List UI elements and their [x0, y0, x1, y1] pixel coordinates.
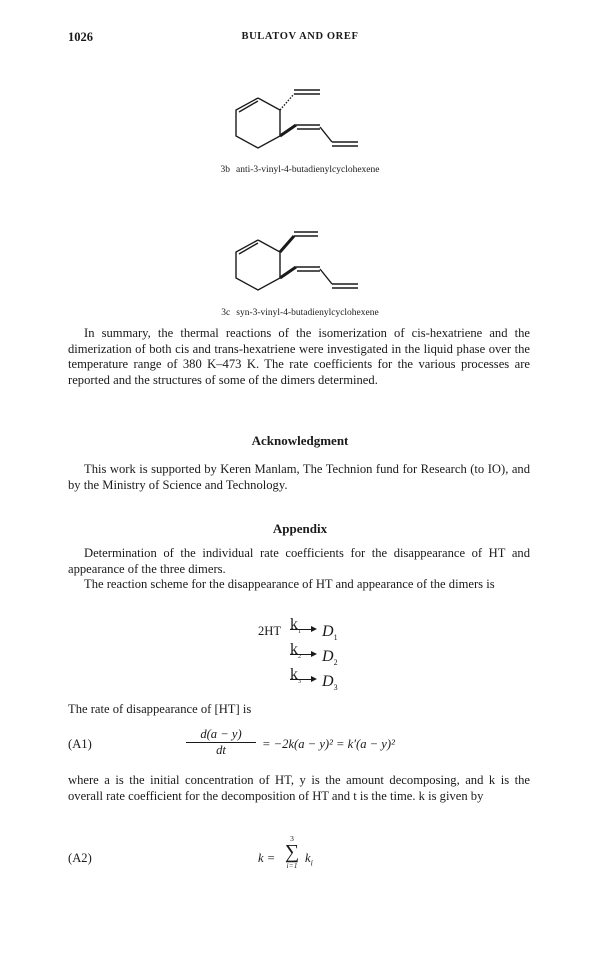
structure-3c-drawing: [220, 222, 360, 302]
eq-a1-label: (A1): [68, 737, 92, 751]
rate-constant-k2: $k_2$: [290, 641, 301, 661]
scheme-step-1: [290, 616, 350, 643]
appendix-para-2: The reaction scheme for the disappearance of HT and appearance of the dimers is: [84, 577, 495, 592]
sum-lower-limit: i=1: [286, 861, 298, 870]
variables-paragraph: [68, 773, 530, 804]
structure-label: 3b: [220, 165, 230, 175]
eq-a2-lhs: k =: [258, 851, 276, 865]
structure-label: 3c: [221, 308, 231, 318]
appendix-heading: Appendix: [272, 521, 328, 536]
sum-sign: ∑: [284, 841, 300, 863]
summary-text: In summary, the thermal reactions of the isomerization of cis-hexatriene and the dimerization of both cis and trans-hexatriene were investigated in the liquid phase over the temperature range of 380 K–473 K. The rate coefficients for the various processes are reported and the structures of some of the dimers determined.: [68, 326, 530, 387]
eq-a2-label: (A2): [68, 851, 92, 865]
eq-a1-rhs: = −2k(a − y)² = k′(a − y)²: [262, 737, 395, 751]
eq-a2-summand: $k_i$: [305, 851, 313, 868]
structure-3b-drawing: [220, 80, 360, 160]
page-number: 1026: [68, 30, 93, 44]
eq-a1-fraction: [186, 727, 256, 758]
summary-paragraph: [68, 326, 530, 388]
product-d3: $D_3$: [322, 673, 338, 693]
product-d1: $D_1$: [322, 623, 338, 643]
rate-intro-text: The rate of disappearance of [HT] is: [68, 702, 252, 716]
acknowledgment-paragraph: [68, 462, 530, 493]
scheme-step-3: [290, 666, 350, 693]
product-d2: $D_2$: [322, 648, 338, 668]
structure-name: anti-3-vinyl-4-butadienylcyclohexene: [235, 165, 380, 175]
rate-intro: [68, 702, 530, 718]
running-head-authors: BULATOV AND OREF: [241, 31, 359, 42]
structure-name: syn-3-vinyl-4-butadienylcyclohexene: [236, 308, 379, 318]
eq-a1-denominator: dt: [216, 743, 226, 757]
appendix-paragraphs: [68, 546, 530, 593]
variables-text: where a is the initial concentration of HT, y is the amount decomposing, and k is the overall rate coefficient for the decomposition of HT and t is the time. k is given by: [68, 773, 530, 803]
sum-upper-limit: 3: [290, 834, 294, 843]
structure-3b-caption: [0, 165, 600, 175]
scheme-reactant: 2HT: [258, 624, 282, 638]
scheme-step-2: [290, 641, 350, 668]
acknowledgment-text: This work is supported by Keren Manlam, The Technion fund for Research (to IO), and by the Ministry of Science and Technology.: [68, 462, 530, 492]
structure-3c-caption: [0, 308, 600, 318]
acknowledgment-heading: Acknowledgment: [251, 433, 349, 448]
rate-constant-k1: $k_1$: [290, 616, 301, 636]
eq-a2-summation: [281, 834, 303, 870]
rate-constant-k3: $k_3$: [290, 666, 301, 686]
eq-a1-numerator: d(a − y): [200, 727, 242, 741]
appendix-para-1: Determination of the individual rate coefficients for the disappearance of HT and appearance of the three dimers.: [68, 546, 530, 576]
